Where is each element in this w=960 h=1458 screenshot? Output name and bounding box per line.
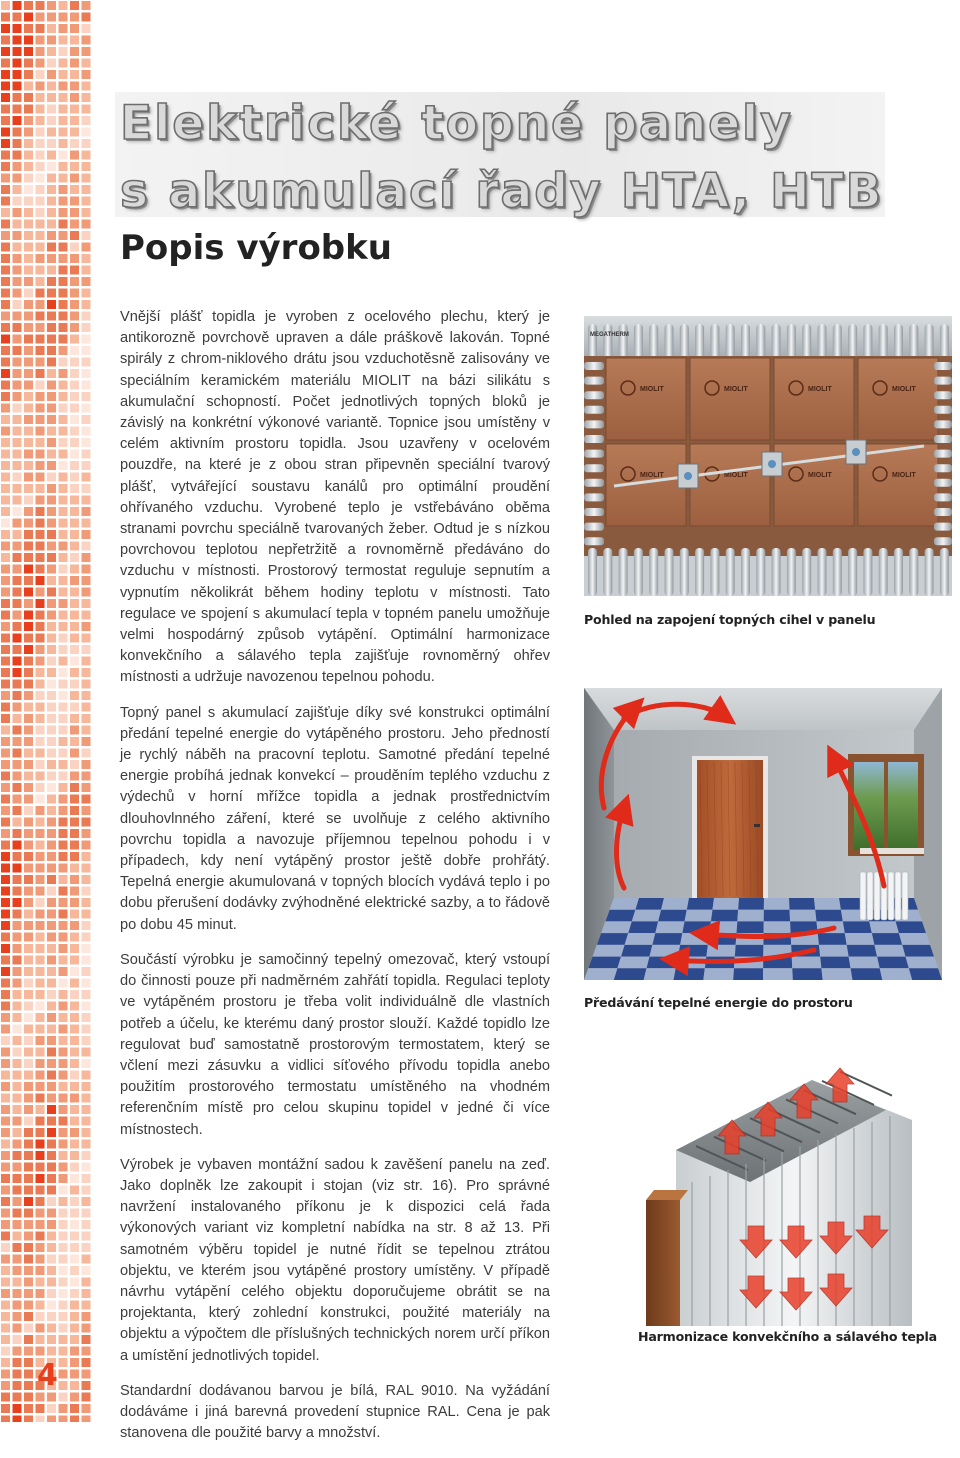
svg-text:MIOLIT: MIOLIT — [640, 472, 664, 479]
page-title-line-2: s akumulací řady HTA, HTB — [120, 164, 884, 219]
paragraph: Výrobek je vybaven montážní sadou k zavěšení panelu na zeď. Jako doplněk lze zakoupit i stojan (viz str. 16). Pro správné navržení instalovaného příkonu je k dispozici celá řada výkonových variant viz kompletní nabídka na str. 8 až 13. Při samotném výběru topidel je nutné řídit se tepelnou ztrátou objektu, ve kterém jsou vytápěné prostory umístěny. V případě návrhu vytápění celého objektu doporučujeme obrátit se na projektanta, který zohlední konstrukci, použité materiály na objektu a výpočtem dle příslušných technických norem určí příkon a umístění jednotlivých topidel. — [120, 1156, 550, 1364]
heater-cutaway-illustration — [636, 1040, 912, 1326]
svg-text:MIOLIT: MIOLIT — [724, 386, 748, 393]
paragraph: Topný panel s akumulací zajišťuje díky své konstrukci optimální předání tepelné energie do vytápěného prostoru. Jeho předností je rychlý náběh na pracovní teplotu. Samotné předání tepelné energie probíhá jednak konvekcí – prouděním teplého vzduchu z výdechů v horní mřížce topidla a jednak prostřednictvím dlouhovlnného záření, které se uvolňuje z celého aktivního povrchu topidla a navozuje příjemnou tepelnou pohodu i v případech, kdy není vytápěný prostor ještě dobře prohřátý. Tepelná energie akumulovaná v topných blocích vydává teplo i po dobu přerušení dodávky zvýhodněné elektrické sazby, a to řádově po dobu 45 minut. — [120, 704, 550, 933]
figure-caption: Pohled na zapojení topných cihel v panelu — [584, 612, 876, 627]
svg-text:MIOLIT: MIOLIT — [808, 472, 832, 479]
brand-label: MEGATHERM — [590, 332, 629, 338]
svg-text:MIOLIT: MIOLIT — [892, 472, 916, 479]
svg-text:MIOLIT: MIOLIT — [892, 386, 916, 393]
page-number: 4 — [37, 1358, 58, 1393]
figure-heating-bricks — [584, 316, 952, 596]
figure-convective-radiant — [636, 1040, 912, 1326]
paragraph: Standardní dodávanou barvou je bílá, RAL 9010. Na vyžádání dodáváme i jiná barevná provedení stupnice RAL. Cena je pak stanovena dle použité barvy a množství. — [120, 1382, 550, 1442]
figure-caption: Harmonizace konvekčního a sálavého tepla — [638, 1329, 937, 1344]
paragraph: Součástí výrobku je samočinný tepelný omezovač, který vstoupí do činnosti pouze při nadměrném zahřátí topidla. Regulaci teploty ve vytápěném prostoru je třeba volit individuálně dle vlastních potřeb a účelu, ke kterému daný prostor slouží. Každé topidlo lze regulovat buď samostatně prostorovým termostatem, který se včlení mezi zásuvku a vidlici síťového přívodu topidla anebo použitím prostorového termostatu umístěného na vhodném referenčním místě pro celou skupinu topidel v jedné či více místnostech. — [120, 951, 550, 1138]
mosaic-pattern — [0, 0, 92, 1422]
page-title-line-1: Elektrické topné panely — [120, 96, 793, 151]
body-text — [120, 307, 550, 1458]
room-illustration — [584, 688, 942, 980]
figure-room-heat — [584, 688, 942, 980]
section-heading: Popis výrobku — [120, 228, 392, 268]
svg-text:MIOLIT: MIOLIT — [640, 386, 664, 393]
heating-bricks-illustration — [584, 316, 952, 596]
svg-text:MIOLIT: MIOLIT — [808, 386, 832, 393]
decorative-mosaic-border — [0, 0, 92, 1422]
figure-caption: Předávání tepelné energie do prostoru — [584, 995, 853, 1010]
paragraph: Vnější plášť topidla je vyroben z ocelového plechu, který je antikorozně povrchově upraven a dále práškově lakován. Topné spirály z chrom-niklového drátu jsou vzduchotěsně zalisovány ve speciálním keramickém materiálu MIOLIT na bázi silikátu s akumulační schopností. Počet jednotlivých topných bloků je závislý na konkrétní výkonové variantě. Topnice jsou umístěny v celém aktivním prostoru topidla. Jsou uzavřeny v ocelovém pouzdře, na které je z obou stran připevněn speciální tvarový plášť, vytvářející soustavu kanálů pro optimální proudění ohřívaného vzduchu. Vyrobené teplo je vstřebáváno oběma stranami povrchu speciálně tvarovaných žeber. Odtud je s nízkou povrchovou teplotou nepřetržitě a rovnoměrně předáváno do vzduchu v místnosti. Prostorový termostat reguluje sepnutím a vypnutím několikrát během hodiny teplotu v místnosti. Tato regulace ve spojení s akumulací tepla v topném panelu umožňuje velmi hospodárný způsob vytápění. Optimální harmonizace konvekčního a sálavého tepla zajišťuje rovnoměrný ohřev místnosti a udržuje navozenou tepelnou pohodu. — [120, 309, 550, 686]
svg-text:MIOLIT: MIOLIT — [724, 472, 748, 479]
